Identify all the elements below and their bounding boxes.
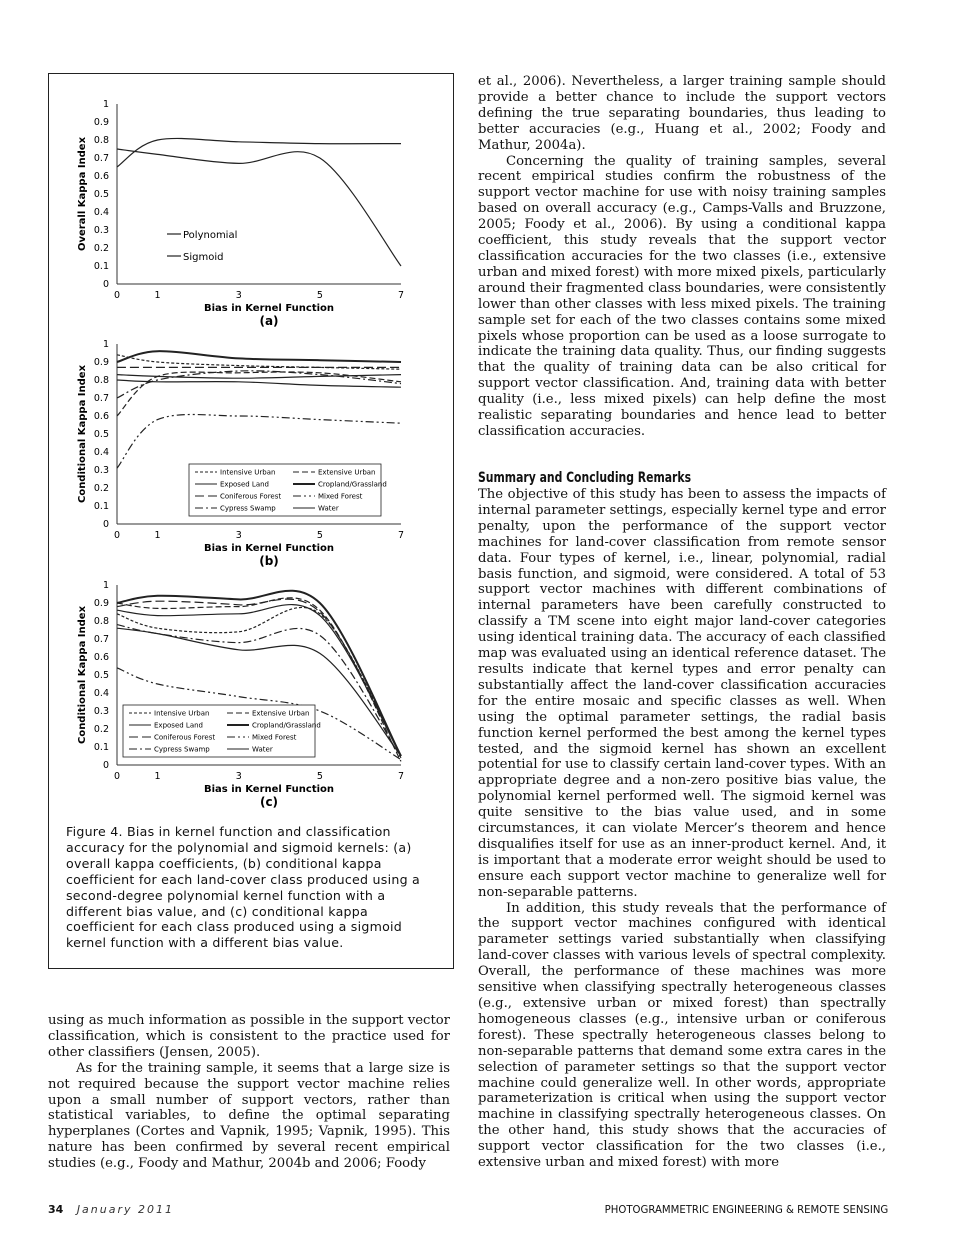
x-axis-title: Bias in Kernel Function [203,303,335,314]
y-tick-label: 0.4 [93,447,109,458]
legend-label: Water [252,745,273,754]
page-number: 34 [48,1203,64,1216]
y-tick-label: 0.5 [93,189,109,200]
y-tick-label: 0.8 [93,616,109,627]
y-tick-label: 0.2 [93,243,109,254]
legend-label: Cypress Swamp [220,504,276,513]
series-line [117,351,401,362]
x-tick-label: 5 [316,290,323,301]
chart-panel-c [49,579,453,829]
y-tick-label: 0.3 [93,465,109,476]
y-tick-label: 0.1 [93,742,109,753]
x-tick-label: 0 [113,290,121,301]
legend-label: Exposed Land [154,721,203,730]
y-tick-label: 0.8 [93,135,109,146]
x-tick-label: 3 [235,290,242,301]
y-tick-label: 0.4 [93,688,109,699]
y-tick-label: 0.9 [93,357,109,368]
y-axis-title: Conditional Kappa Index [77,605,88,745]
x-tick-label: 1 [154,771,161,782]
y-tick-label: 0.5 [93,670,109,681]
y-tick-label: 1 [102,99,109,110]
y-tick-label: 1 [102,339,109,350]
right-column-top-text [478,74,886,440]
legend-label: Intensive Urban [220,468,276,477]
legend-label: Cropland/Grassland [318,480,387,489]
x-tick-label: 7 [397,771,405,782]
y-tick-label: 0.6 [93,652,109,663]
y-tick-label: 0.7 [93,153,109,164]
series-line [117,138,401,167]
y-tick-label: 1 [102,580,109,591]
page-footer-left [48,1203,174,1216]
y-tick-label: 0 [102,519,109,530]
y-tick-label: 0.1 [93,501,109,512]
paragraph: In addition, this study reveals that the performance of the support vector machines configured with identical parameter settings varied substantially when classifying land-cover classes with various levels of spectral complexity. Overall, the performance of these machines was more sensitive when classifying spectrally heterogeneous classes (e.g., extensive urban or mixed forest) than spectrally homogeneous classes (e.g., intensive urban or coniferous forest). These spectrally heterogeneous classes belong to non-separable patterns that demand some extra cares in the selection of parameter settings so that the support vector machine could generalize well. In other words, appropriate parameterization is critical when using the support vector machine in classifying spectrally heterogeneous classes. On the other hand, this study shows that the accuracies of support vector classification for the two classes (i.e., extensive urban and mixed forest) with more [478,900,886,1171]
x-tick-label: 3 [235,771,242,782]
legend-label: Mixed Forest [252,733,297,742]
x-tick-label: 1 [154,290,161,301]
legend-label: Cypress Swamp [154,745,210,754]
legend-label: Extensive Urban [318,468,376,477]
legend-label: Extensive Urban [252,709,310,718]
paragraph: et al., 2006). Nevertheless, a larger training sample should provide a better chance to include the support vectors defining the true separating boundaries, thus leading to better accuracies (e.g., Huang et al., 2002; Foody and Mathur, 2004a). [478,74,886,153]
series-line [117,415,401,469]
panel-label: (a) [259,314,279,328]
legend-label: Water [318,504,339,513]
x-axis-title: Bias in Kernel Function [203,784,335,795]
y-tick-label: 0.8 [93,375,109,386]
x-tick-label: 0 [113,530,121,541]
y-tick-label: 0.6 [93,171,109,182]
x-tick-label: 7 [397,290,405,301]
y-tick-label: 0 [102,760,109,771]
x-tick-label: 5 [316,530,323,541]
y-tick-label: 0.7 [93,393,109,404]
y-tick-label: 0.6 [93,411,109,422]
y-tick-label: 0.1 [93,261,109,272]
paragraph: As for the training sample, it seems that a large size is not required because the support vector machine relies upon a small number of support vectors, rather than statistical variables, to define the optimal separating hyperplanes (Cortes and Vapnik, 1995; Vapnik, 1995). This nature has been confirmed by several recent empirical studies (e.g., Foody and Mathur, 2004b and 2006; Foody [48,1060,450,1172]
x-tick-label: 0 [113,771,121,782]
panel-label: (c) [259,795,279,809]
series-line [117,149,401,266]
y-tick-label: 0.4 [93,207,109,218]
legend-label: Sigmoid [183,252,224,263]
x-tick-label: 1 [154,530,161,541]
issue-date: January 2011 [76,1203,175,1216]
left-column-text [48,1013,450,1172]
y-tick-label: 0.9 [93,598,109,609]
section-heading: Summary and Concluding Remarks [478,470,692,486]
y-axis-title: Conditional Kappa Index [77,364,88,504]
paragraph: The objective of this study has been to assess the impacts of internal parameter settings, especially kernel type and error penalty, upon the performance of the support vector machines for land-cover classification from remote sensor data. Four types of kernel, i.e., linear, polynomial, radial basis function, and sigmoid, were considered. A total of 53 support vector machines with different combinations of internal parameters have been carefully constructed to classify a TM scene into eight major land-cover categories using identical training data. The accuracy of each classified map was evaluated using an identical reference dataset. The results indicate that kernel types and error penalty can substantially affect the land-cover classification accuracies for the entire mosaic and specific classes as well. When using the optimal parameter settings, the radial basis function kernel performed the best among the kernel types tested, and the sigmoid kernel has shown an excellent potential for use to classify certain land-cover types. With an appropriate degree and a non-zero positive bias value, the polynomial kernel performed well. The sigmoid kernel was quite sensitive to the bias value used, and in some circumstances, it can violate Mercer’s theorem and hence disqualifies itself for use as an inner-product kernel. And, it is important that a moderate error weight should be used to ensure each support vector machine to generalize well for non-separable patterns. [478,487,886,900]
y-tick-label: 0.2 [93,724,109,735]
right-column-bottom-text [478,487,886,1171]
paragraph: using as much information as possible in the support vector classification, which is consistent to the practice used for other classifiers (Jensen, 2005). [48,1013,450,1060]
legend-label: Exposed Land [220,480,269,489]
x-tick-label: 7 [397,530,405,541]
y-tick-label: 0.3 [93,706,109,717]
y-tick-label: 0.5 [93,429,109,440]
x-axis-title: Bias in Kernel Function [203,543,335,554]
legend-label: Polynomial [183,230,238,241]
x-tick-label: 5 [316,771,323,782]
chart-panel-a [49,98,453,348]
journal-name: PHOTOGRAMMETRIC ENGINEERING & REMOTE SENSING [604,1203,888,1216]
panel-label: (b) [259,554,279,568]
legend-label: Coniferous Forest [220,492,282,501]
series-line [117,371,401,398]
x-tick-label: 3 [235,530,242,541]
legend-label: Intensive Urban [154,709,210,718]
y-axis-title: Overall Kappa Index [77,136,88,252]
chart-panel-b [49,338,453,588]
y-tick-label: 0.2 [93,483,109,494]
series-line [117,380,401,387]
paragraph: Concerning the quality of training samples, several recent empirical studies confirm the robustness of the support vector machine for use with noisy training samples based on overall accuracy (e.g., Camps-Valls and Bruzzone, 2005; Foody et al., 2006). By using a conditional kappa coefficient, this study reveals that the support vector classification accuracies for the two classes (i.e., extensive urban and mixed forest) with more mixed pixels, particularly around their fragmented class boundaries, were consistently lower than other classes with less mixed pixels. The training sample set for each of the two classes contains some mixed pixels whose proportion can be used as a loose surrogate to indicate the training data quality. Thus, our finding suggests that the quality of training data can be also critical for support vector classification. And, training data with better quality (i.e., less mixed pixels) can help define the most realistic separating boundaries and hence lead to better classification accuracies. [478,153,886,439]
legend-label: Mixed Forest [318,492,363,501]
y-tick-label: 0 [102,279,109,290]
y-tick-label: 0.3 [93,225,109,236]
figure-caption: Figure 4. Bias in kernel function and classification accuracy for the polynomial and sigmoid kernels: (a) overall kappa coefficients, (b) conditional kappa coefficient for each land-cover class produced using a second-degree polynomial kernel function with a different bias value, and (c) conditional kappa coefficient for each class produced using a sigmoid kernel function with a different bias value. [66,824,421,951]
legend-label: Cropland/Grassland [252,721,321,730]
y-tick-label: 0.7 [93,634,109,645]
legend-label: Coniferous Forest [154,733,216,742]
y-tick-label: 0.9 [93,117,109,128]
